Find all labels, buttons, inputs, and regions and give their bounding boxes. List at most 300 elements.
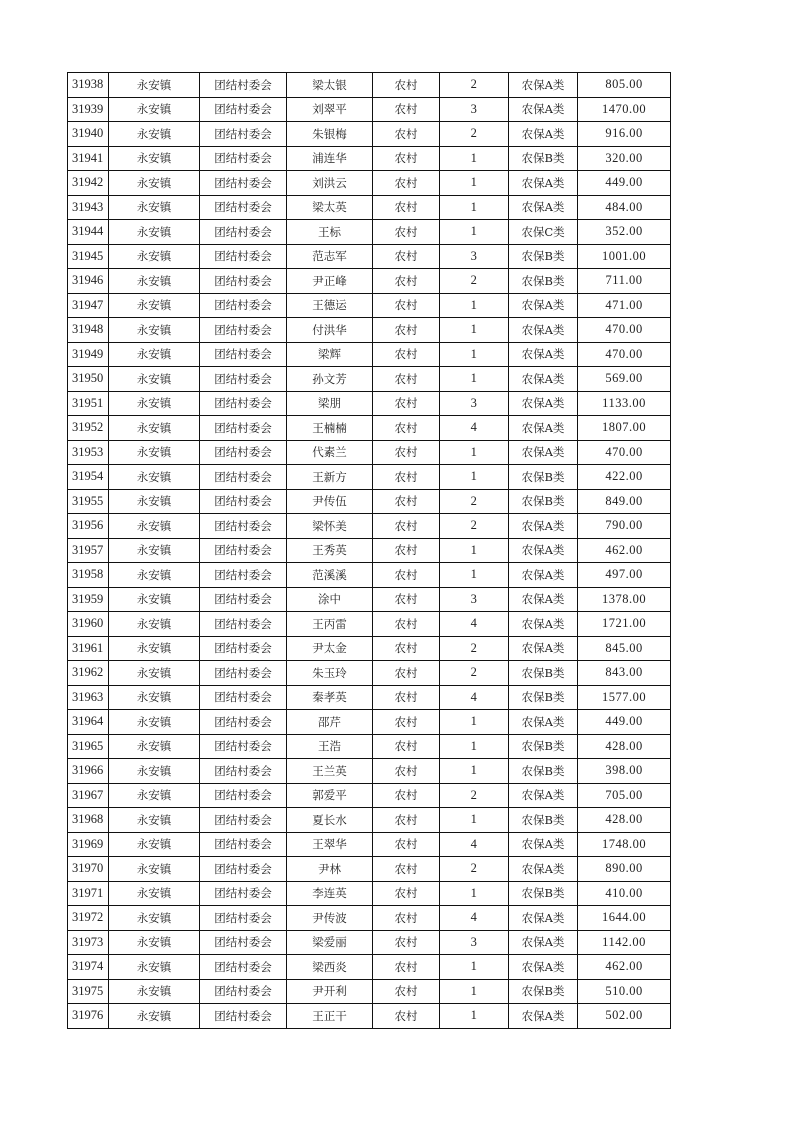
person-name-cell: 王浩 [287, 734, 373, 759]
record-id-cell: 31946 [68, 269, 109, 294]
person-name-cell: 孙文芳 [287, 367, 373, 392]
town-cell: 永安镇 [109, 367, 200, 392]
person-name-cell: 尹传伍 [287, 489, 373, 514]
town-cell: 永安镇 [109, 563, 200, 588]
insurance-category-cell: 农保A类 [509, 391, 578, 416]
insurance-category-cell: 农保B类 [509, 146, 578, 171]
town-cell: 永安镇 [109, 759, 200, 784]
amount-cell: 497.00 [578, 563, 671, 588]
town-cell: 永安镇 [109, 857, 200, 882]
household-size-cell: 3 [440, 587, 509, 612]
household-size-cell: 1 [440, 808, 509, 833]
table-row [68, 1004, 671, 1029]
household-size-cell: 1 [440, 367, 509, 392]
record-id-cell: 31942 [68, 171, 109, 196]
household-size-cell: 3 [440, 244, 509, 269]
person-name-cell: 王楠楠 [287, 416, 373, 441]
person-name-cell: 尹林 [287, 857, 373, 882]
amount-cell: 449.00 [578, 710, 671, 735]
town-cell: 永安镇 [109, 636, 200, 661]
village-committee-cell: 团结村委会 [200, 857, 287, 882]
amount-cell: 470.00 [578, 440, 671, 465]
town-cell: 永安镇 [109, 97, 200, 122]
town-cell: 永安镇 [109, 220, 200, 245]
record-id-cell: 31939 [68, 97, 109, 122]
amount-cell: 428.00 [578, 808, 671, 833]
amount-cell: 410.00 [578, 881, 671, 906]
area-type-cell: 农村 [373, 342, 440, 367]
household-size-cell: 2 [440, 122, 509, 147]
person-name-cell: 王标 [287, 220, 373, 245]
amount-cell: 422.00 [578, 465, 671, 490]
area-type-cell: 农村 [373, 195, 440, 220]
area-type-cell: 农村 [373, 734, 440, 759]
insurance-category-cell: 农保A类 [509, 538, 578, 563]
record-id-cell: 31962 [68, 661, 109, 686]
person-name-cell: 梁辉 [287, 342, 373, 367]
insurance-category-cell: 农保A类 [509, 293, 578, 318]
table-row [68, 489, 671, 514]
person-name-cell: 代素兰 [287, 440, 373, 465]
table-row [68, 808, 671, 833]
area-type-cell: 农村 [373, 661, 440, 686]
record-id-cell: 31955 [68, 489, 109, 514]
amount-cell: 510.00 [578, 979, 671, 1004]
household-size-cell: 1 [440, 710, 509, 735]
record-id-cell: 31951 [68, 391, 109, 416]
area-type-cell: 农村 [373, 563, 440, 588]
insurance-category-cell: 农保B类 [509, 269, 578, 294]
person-name-cell: 朱银梅 [287, 122, 373, 147]
table-row [68, 759, 671, 784]
area-type-cell: 农村 [373, 832, 440, 857]
household-size-cell: 1 [440, 734, 509, 759]
table-row [68, 636, 671, 661]
table-row [68, 416, 671, 441]
record-id-cell: 31970 [68, 857, 109, 882]
amount-cell: 843.00 [578, 661, 671, 686]
record-id-cell: 31956 [68, 514, 109, 539]
town-cell: 永安镇 [109, 587, 200, 612]
village-committee-cell: 团结村委会 [200, 587, 287, 612]
household-size-cell: 3 [440, 391, 509, 416]
area-type-cell: 农村 [373, 636, 440, 661]
insurance-category-cell: 农保A类 [509, 122, 578, 147]
town-cell: 永安镇 [109, 318, 200, 343]
household-size-cell: 1 [440, 318, 509, 343]
area-type-cell: 农村 [373, 391, 440, 416]
person-name-cell: 夏长水 [287, 808, 373, 833]
town-cell: 永安镇 [109, 342, 200, 367]
table-row [68, 612, 671, 637]
person-name-cell: 王丙雷 [287, 612, 373, 637]
insurance-category-cell: 农保A类 [509, 195, 578, 220]
area-type-cell: 农村 [373, 367, 440, 392]
insurance-category-cell: 农保B类 [509, 881, 578, 906]
village-committee-cell: 团结村委会 [200, 734, 287, 759]
town-cell: 永安镇 [109, 832, 200, 857]
table-row [68, 97, 671, 122]
insurance-category-cell: 农保A类 [509, 1004, 578, 1029]
record-id-cell: 31944 [68, 220, 109, 245]
person-name-cell: 梁西炎 [287, 955, 373, 980]
village-committee-cell: 团结村委会 [200, 97, 287, 122]
person-name-cell: 朱玉玲 [287, 661, 373, 686]
person-name-cell: 尹正峰 [287, 269, 373, 294]
table-row [68, 685, 671, 710]
record-id-cell: 31958 [68, 563, 109, 588]
person-name-cell: 梁太银 [287, 73, 373, 98]
village-committee-cell: 团结村委会 [200, 440, 287, 465]
village-committee-cell: 团结村委会 [200, 465, 287, 490]
table-row [68, 391, 671, 416]
household-size-cell: 2 [440, 514, 509, 539]
record-id-cell: 31947 [68, 293, 109, 318]
record-id-cell: 31963 [68, 685, 109, 710]
household-size-cell: 4 [440, 906, 509, 931]
area-type-cell: 农村 [373, 318, 440, 343]
area-type-cell: 农村 [373, 808, 440, 833]
person-name-cell: 付洪华 [287, 318, 373, 343]
person-name-cell: 王正干 [287, 1004, 373, 1029]
village-committee-cell: 团结村委会 [200, 367, 287, 392]
household-size-cell: 4 [440, 685, 509, 710]
table-row [68, 440, 671, 465]
amount-cell: 462.00 [578, 955, 671, 980]
table-row [68, 857, 671, 882]
town-cell: 永安镇 [109, 710, 200, 735]
record-id-cell: 31949 [68, 342, 109, 367]
table-body [68, 73, 671, 1029]
area-type-cell: 农村 [373, 489, 440, 514]
table-row [68, 146, 671, 171]
area-type-cell: 农村 [373, 293, 440, 318]
amount-cell: 502.00 [578, 1004, 671, 1029]
insurance-category-cell: 农保B类 [509, 759, 578, 784]
table-row [68, 783, 671, 808]
insurance-category-cell: 农保B类 [509, 685, 578, 710]
household-size-cell: 1 [440, 195, 509, 220]
town-cell: 永安镇 [109, 808, 200, 833]
record-id-cell: 31938 [68, 73, 109, 98]
record-id-cell: 31954 [68, 465, 109, 490]
household-size-cell: 1 [440, 220, 509, 245]
area-type-cell: 农村 [373, 220, 440, 245]
town-cell: 永安镇 [109, 269, 200, 294]
town-cell: 永安镇 [109, 906, 200, 931]
amount-cell: 471.00 [578, 293, 671, 318]
village-committee-cell: 团结村委会 [200, 122, 287, 147]
table-row [68, 587, 671, 612]
amount-cell: 916.00 [578, 122, 671, 147]
area-type-cell: 农村 [373, 612, 440, 637]
insurance-category-cell: 农保A类 [509, 783, 578, 808]
area-type-cell: 农村 [373, 930, 440, 955]
record-id-cell: 31967 [68, 783, 109, 808]
area-type-cell: 农村 [373, 857, 440, 882]
amount-cell: 462.00 [578, 538, 671, 563]
household-size-cell: 1 [440, 538, 509, 563]
household-size-cell: 1 [440, 146, 509, 171]
area-type-cell: 农村 [373, 979, 440, 1004]
person-name-cell: 尹太金 [287, 636, 373, 661]
town-cell: 永安镇 [109, 979, 200, 1004]
area-type-cell: 农村 [373, 685, 440, 710]
household-size-cell: 2 [440, 857, 509, 882]
town-cell: 永安镇 [109, 391, 200, 416]
area-type-cell: 农村 [373, 710, 440, 735]
table-row [68, 342, 671, 367]
household-size-cell: 2 [440, 636, 509, 661]
village-committee-cell: 团结村委会 [200, 489, 287, 514]
insurance-category-cell: 农保A类 [509, 832, 578, 857]
village-committee-cell: 团结村委会 [200, 808, 287, 833]
insurance-category-cell: 农保B类 [509, 244, 578, 269]
insurance-category-cell: 农保B类 [509, 489, 578, 514]
town-cell: 永安镇 [109, 661, 200, 686]
person-name-cell: 邵芹 [287, 710, 373, 735]
record-id-cell: 31973 [68, 930, 109, 955]
table-row [68, 195, 671, 220]
person-name-cell: 王兰英 [287, 759, 373, 784]
record-id-cell: 31965 [68, 734, 109, 759]
household-size-cell: 1 [440, 563, 509, 588]
record-id-cell: 31943 [68, 195, 109, 220]
record-id-cell: 31972 [68, 906, 109, 931]
area-type-cell: 农村 [373, 906, 440, 931]
record-id-cell: 31974 [68, 955, 109, 980]
table-row [68, 220, 671, 245]
town-cell: 永安镇 [109, 955, 200, 980]
area-type-cell: 农村 [373, 514, 440, 539]
insurance-category-cell: 农保A类 [509, 514, 578, 539]
town-cell: 永安镇 [109, 538, 200, 563]
record-id-cell: 31960 [68, 612, 109, 637]
village-committee-cell: 团结村委会 [200, 759, 287, 784]
record-id-cell: 31964 [68, 710, 109, 735]
person-name-cell: 梁太英 [287, 195, 373, 220]
village-committee-cell: 团结村委会 [200, 563, 287, 588]
town-cell: 永安镇 [109, 416, 200, 441]
amount-cell: 484.00 [578, 195, 671, 220]
table-row [68, 734, 671, 759]
household-size-cell: 2 [440, 489, 509, 514]
person-name-cell: 王秀英 [287, 538, 373, 563]
record-id-cell: 31945 [68, 244, 109, 269]
table-row [68, 367, 671, 392]
person-name-cell: 刘洪云 [287, 171, 373, 196]
record-id-cell: 31941 [68, 146, 109, 171]
insurance-category-cell: 农保B类 [509, 808, 578, 833]
record-id-cell: 31950 [68, 367, 109, 392]
amount-cell: 849.00 [578, 489, 671, 514]
amount-cell: 569.00 [578, 367, 671, 392]
table-row [68, 293, 671, 318]
record-id-cell: 31976 [68, 1004, 109, 1029]
record-id-cell: 31975 [68, 979, 109, 1004]
insurance-category-cell: 农保A类 [509, 955, 578, 980]
table-row [68, 930, 671, 955]
village-committee-cell: 团结村委会 [200, 930, 287, 955]
village-committee-cell: 团结村委会 [200, 612, 287, 637]
amount-cell: 711.00 [578, 269, 671, 294]
insurance-category-cell: 农保A类 [509, 367, 578, 392]
area-type-cell: 农村 [373, 465, 440, 490]
area-type-cell: 农村 [373, 440, 440, 465]
amount-cell: 845.00 [578, 636, 671, 661]
village-committee-cell: 团结村委会 [200, 881, 287, 906]
insurance-category-cell: 农保A类 [509, 612, 578, 637]
table-row [68, 832, 671, 857]
amount-cell: 320.00 [578, 146, 671, 171]
town-cell: 永安镇 [109, 514, 200, 539]
village-committee-cell: 团结村委会 [200, 195, 287, 220]
amount-cell: 1378.00 [578, 587, 671, 612]
person-name-cell: 李连英 [287, 881, 373, 906]
village-committee-cell: 团结村委会 [200, 73, 287, 98]
insurance-category-cell: 农保A类 [509, 440, 578, 465]
village-committee-cell: 团结村委会 [200, 318, 287, 343]
village-committee-cell: 团结村委会 [200, 832, 287, 857]
amount-cell: 449.00 [578, 171, 671, 196]
table-row [68, 318, 671, 343]
household-size-cell: 1 [440, 342, 509, 367]
village-committee-cell: 团结村委会 [200, 391, 287, 416]
amount-cell: 1748.00 [578, 832, 671, 857]
household-size-cell: 1 [440, 465, 509, 490]
town-cell: 永安镇 [109, 930, 200, 955]
record-id-cell: 31969 [68, 832, 109, 857]
amount-cell: 470.00 [578, 318, 671, 343]
table-row [68, 710, 671, 735]
household-size-cell: 3 [440, 930, 509, 955]
insurance-category-cell: 农保A类 [509, 97, 578, 122]
insurance-category-cell: 农保A类 [509, 171, 578, 196]
amount-cell: 470.00 [578, 342, 671, 367]
person-name-cell: 尹传波 [287, 906, 373, 931]
household-size-cell: 4 [440, 832, 509, 857]
town-cell: 永安镇 [109, 171, 200, 196]
person-name-cell: 王翠华 [287, 832, 373, 857]
person-name-cell: 秦孝英 [287, 685, 373, 710]
village-committee-cell: 团结村委会 [200, 220, 287, 245]
table-row [68, 979, 671, 1004]
record-id-cell: 31968 [68, 808, 109, 833]
village-committee-cell: 团结村委会 [200, 636, 287, 661]
household-size-cell: 4 [440, 612, 509, 637]
insurance-category-cell: 农保A类 [509, 906, 578, 931]
area-type-cell: 农村 [373, 97, 440, 122]
village-committee-cell: 团结村委会 [200, 269, 287, 294]
household-size-cell: 1 [440, 759, 509, 784]
amount-cell: 1577.00 [578, 685, 671, 710]
area-type-cell: 农村 [373, 269, 440, 294]
town-cell: 永安镇 [109, 122, 200, 147]
household-size-cell: 1 [440, 293, 509, 318]
area-type-cell: 农村 [373, 759, 440, 784]
area-type-cell: 农村 [373, 955, 440, 980]
amount-cell: 398.00 [578, 759, 671, 784]
person-name-cell: 范志军 [287, 244, 373, 269]
village-committee-cell: 团结村委会 [200, 293, 287, 318]
record-id-cell: 31966 [68, 759, 109, 784]
insurance-category-cell: 农保B类 [509, 979, 578, 1004]
insurance-category-cell: 农保A类 [509, 342, 578, 367]
village-committee-cell: 团结村委会 [200, 979, 287, 1004]
town-cell: 永安镇 [109, 783, 200, 808]
person-name-cell: 刘翠平 [287, 97, 373, 122]
data-table [67, 72, 671, 1029]
insurance-category-cell: 农保A类 [509, 563, 578, 588]
insurance-category-cell: 农保A类 [509, 710, 578, 735]
insurance-category-cell: 农保A类 [509, 857, 578, 882]
amount-cell: 805.00 [578, 73, 671, 98]
village-committee-cell: 团结村委会 [200, 1004, 287, 1029]
table-row [68, 955, 671, 980]
amount-cell: 790.00 [578, 514, 671, 539]
insurance-category-cell: 农保A类 [509, 636, 578, 661]
person-name-cell: 王德运 [287, 293, 373, 318]
town-cell: 永安镇 [109, 440, 200, 465]
table-row [68, 514, 671, 539]
amount-cell: 428.00 [578, 734, 671, 759]
record-id-cell: 31971 [68, 881, 109, 906]
table-row [68, 465, 671, 490]
insurance-category-cell: 农保B类 [509, 734, 578, 759]
table-row [68, 122, 671, 147]
household-size-cell: 1 [440, 979, 509, 1004]
village-committee-cell: 团结村委会 [200, 146, 287, 171]
person-name-cell: 郭爱平 [287, 783, 373, 808]
insurance-category-cell: 农保A类 [509, 416, 578, 441]
table-row [68, 171, 671, 196]
table-row [68, 881, 671, 906]
household-size-cell: 1 [440, 955, 509, 980]
town-cell: 永安镇 [109, 195, 200, 220]
village-committee-cell: 团结村委会 [200, 710, 287, 735]
amount-cell: 890.00 [578, 857, 671, 882]
village-committee-cell: 团结村委会 [200, 661, 287, 686]
person-name-cell: 尹开利 [287, 979, 373, 1004]
area-type-cell: 农村 [373, 244, 440, 269]
person-name-cell: 涂中 [287, 587, 373, 612]
record-id-cell: 31959 [68, 587, 109, 612]
record-id-cell: 31961 [68, 636, 109, 661]
village-committee-cell: 团结村委会 [200, 416, 287, 441]
village-committee-cell: 团结村委会 [200, 171, 287, 196]
area-type-cell: 农村 [373, 1004, 440, 1029]
amount-cell: 1721.00 [578, 612, 671, 637]
village-committee-cell: 团结村委会 [200, 538, 287, 563]
amount-cell: 705.00 [578, 783, 671, 808]
village-committee-cell: 团结村委会 [200, 906, 287, 931]
insurance-category-cell: 农保A类 [509, 930, 578, 955]
household-size-cell: 4 [440, 416, 509, 441]
village-committee-cell: 团结村委会 [200, 685, 287, 710]
table-row [68, 563, 671, 588]
insurance-category-cell: 农保B类 [509, 465, 578, 490]
household-size-cell: 1 [440, 440, 509, 465]
table-row [68, 73, 671, 98]
town-cell: 永安镇 [109, 489, 200, 514]
table-row [68, 661, 671, 686]
record-id-cell: 31948 [68, 318, 109, 343]
area-type-cell: 农村 [373, 881, 440, 906]
amount-cell: 352.00 [578, 220, 671, 245]
person-name-cell: 梁爱丽 [287, 930, 373, 955]
village-committee-cell: 团结村委会 [200, 514, 287, 539]
household-size-cell: 1 [440, 1004, 509, 1029]
